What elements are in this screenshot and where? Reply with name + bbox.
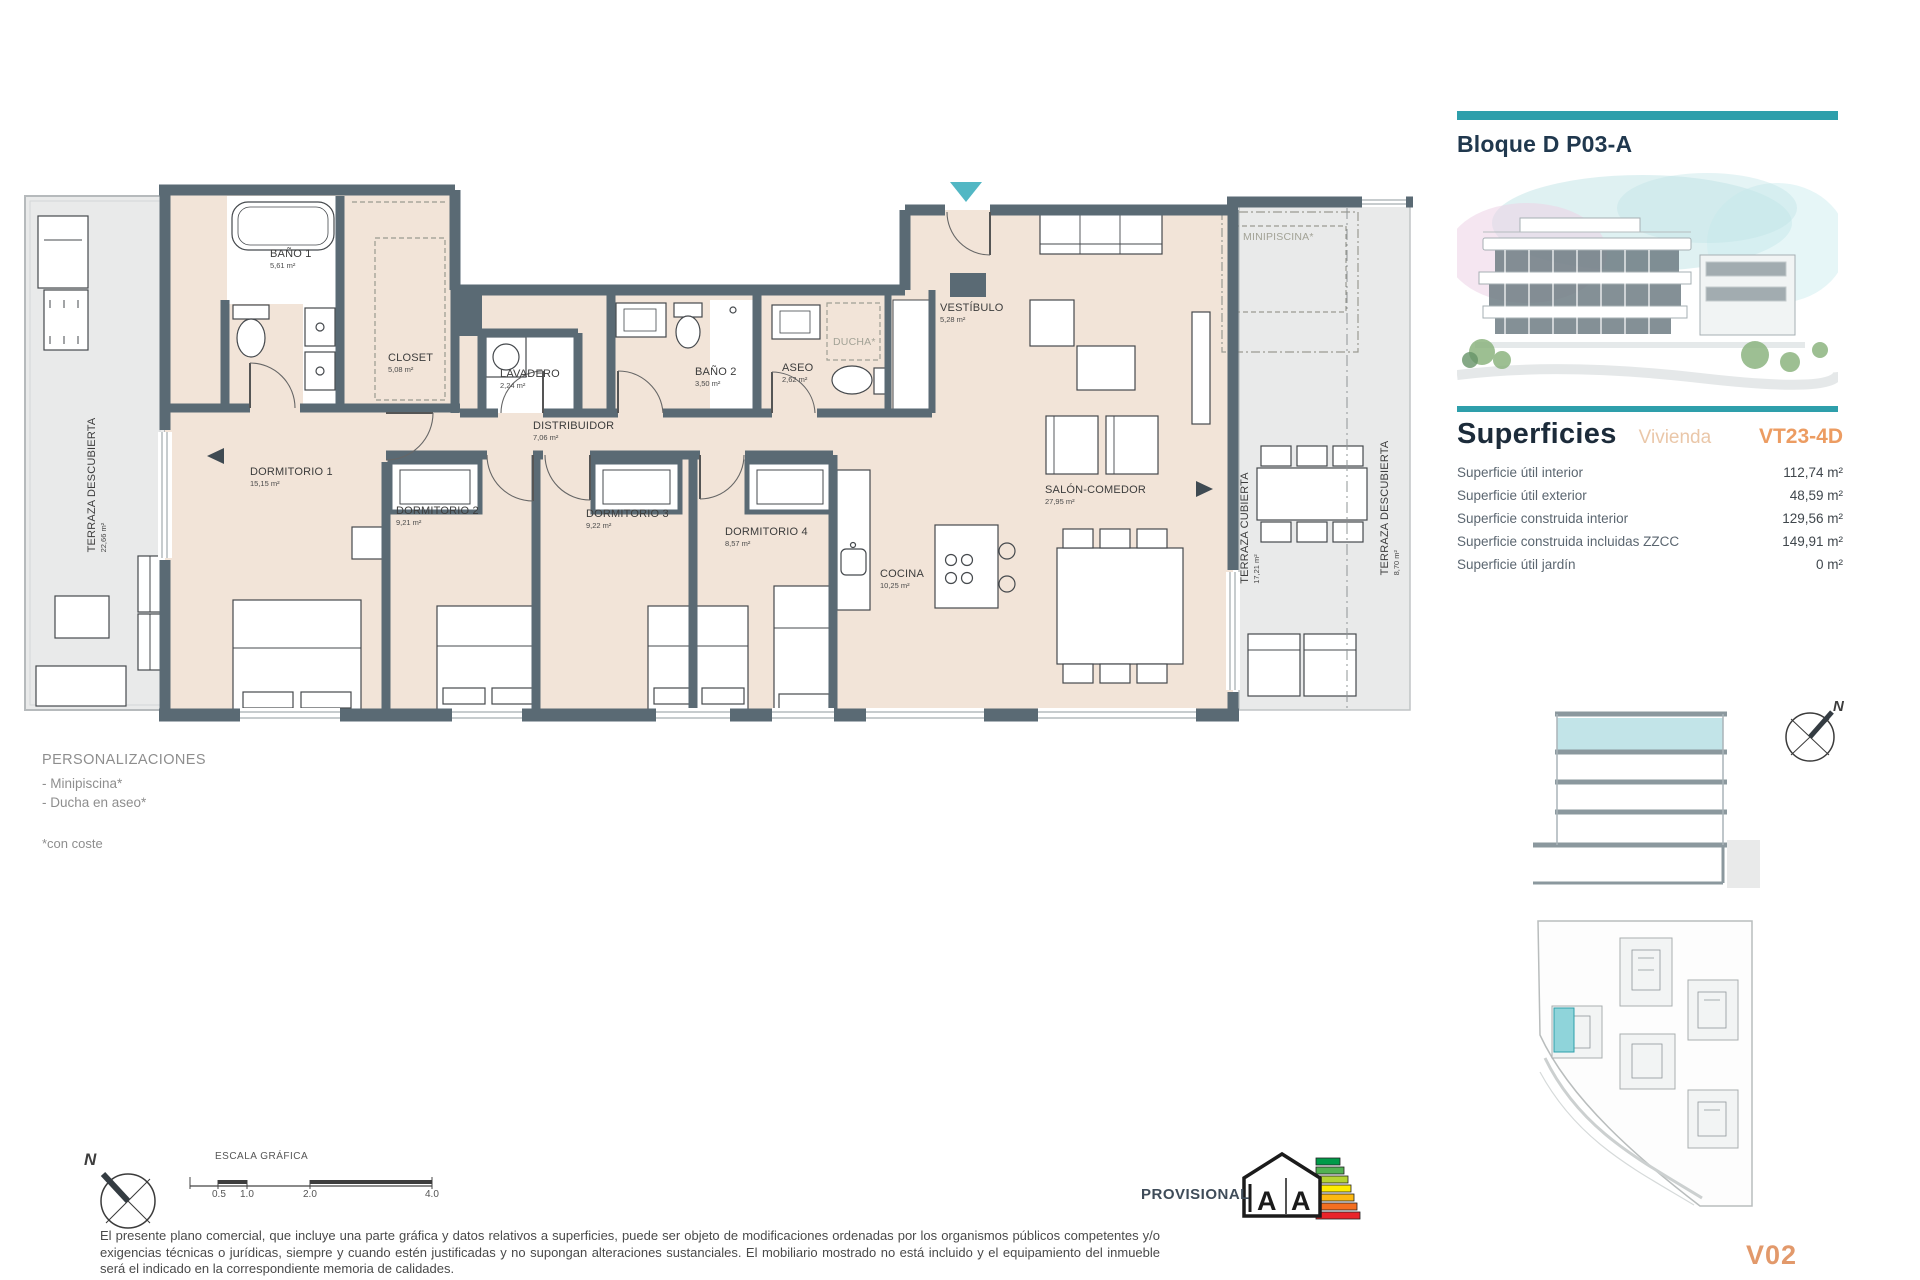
surfaces-table <box>1457 461 1843 576</box>
block-title: Bloque D P03-A <box>1457 131 1633 157</box>
disclaimer-text: El presente plano comercial, que incluye una parte gráfica y datos relativos a superficies, puede ser objeto de modificaciones ordenadas por los organismos públicos competentes y/o exigencias técnicas o jurídicas, siempre y cuando estén justificadas y no supongan alteraciones sustanciales. El mobiliario mostrado no está incluido y el equipamiento del inmueble será el indicado en la correspondiente memoria de calidades. <box>100 1228 1160 1276</box>
room-label-terraza-cubierta: TERRAZA CUBIERTA 17,21 m² <box>1238 472 1262 584</box>
room-label-vestibulo: VESTÍBULO 5,28 m² <box>940 302 1004 325</box>
site-highlight-unit <box>1554 1008 1574 1052</box>
building-illustration <box>1447 168 1847 406</box>
table-row: Superficie útil exterior 48,59 m² <box>1457 488 1843 503</box>
energy-letter-a2: A <box>1291 1186 1311 1216</box>
north-label-left: N <box>84 1150 97 1169</box>
room-label-lavadero: LAVADERO 2,24 m² <box>500 368 560 391</box>
provisional-label: PROVISIONAL <box>1141 1186 1250 1203</box>
scale-title: ESCALA GRÁFICA <box>215 1151 309 1162</box>
personalizaciones-title: PERSONALIZACIONES <box>42 752 206 768</box>
room-label-bano2: BAÑO 2 3,50 m² <box>695 366 737 389</box>
table-row: Superficie útil interior 112,74 m² <box>1457 465 1843 480</box>
scale-tick: 0.5 <box>212 1189 226 1200</box>
room-label-closet: CLOSET 5,08 m² <box>388 352 434 375</box>
site-plan <box>1538 921 1752 1206</box>
room-label-minipiscina: MINIPISCINA* <box>1243 231 1314 243</box>
room-label-dormitorio1: DORMITORIO 1 15,15 m² <box>250 466 333 489</box>
unit-code: VT23-4D <box>1758 425 1843 448</box>
room-label-terraza-izq: TERRAZA DESCUBIERTA 22,66 m² <box>85 417 109 553</box>
surfaces-subtitle: Vivienda <box>1638 427 1712 448</box>
room-label-salon: SALÓN-COMEDOR 27,95 m² <box>1045 484 1146 507</box>
scale-tick: 4.0 <box>425 1189 439 1200</box>
room-label-distribuidor: DISTRIBUIDOR 7,06 m² <box>533 420 615 443</box>
panel-accent-bar <box>1457 111 1838 120</box>
energy-letter-a1: A <box>1257 1186 1277 1216</box>
table-row: Superficie construida interior 129,56 m² <box>1457 511 1843 526</box>
compass-right-icon <box>1786 712 1834 761</box>
room-label-terraza-descubierta-der: TERRAZA DESCUBIERTA 8,70 m² <box>1378 440 1402 576</box>
scale-tick: 2.0 <box>303 1189 317 1200</box>
compass-left-icon <box>101 1174 155 1228</box>
room-label-dormitorio4: DORMITORIO 4 8,57 m² <box>725 526 808 549</box>
personalizaciones-item: - Minipiscina* <box>42 776 123 791</box>
table-row: Superficie construida incluidas ZZCC 149,91 m² <box>1457 534 1843 549</box>
room-label-ducha: DUCHA* <box>833 336 876 348</box>
panel-divider <box>1457 406 1838 412</box>
personalizaciones-item: - Ducha en aseo* <box>42 795 147 810</box>
surfaces-title: Superficies <box>1457 418 1617 450</box>
table-row: Superficie útil jardín 0 m² <box>1457 557 1843 572</box>
room-label-dormitorio3: DORMITORIO 3 9,22 m² <box>586 508 669 531</box>
room-label-aseo: ASEO 2,62 m² <box>782 362 814 385</box>
section-diagram <box>1533 714 1760 888</box>
personalizaciones-footnote: *con coste <box>42 836 103 851</box>
room-label-bano1: BAÑO 1 5,61 m² <box>270 248 312 271</box>
personalizaciones-block <box>42 752 206 851</box>
room-label-dormitorio2: DORMITORIO 2 9,21 m² <box>396 505 479 528</box>
room-label-cocina: COCINA 10,25 m² <box>880 568 924 591</box>
scale-bar <box>190 1177 432 1189</box>
entry-marker-icon <box>950 182 982 202</box>
energy-label-icon <box>1244 1154 1360 1219</box>
north-label-right: N <box>1833 698 1844 715</box>
scale-tick: 1.0 <box>240 1189 254 1200</box>
version-label: V02 <box>1746 1240 1798 1270</box>
surfaces-header <box>1457 418 1843 451</box>
